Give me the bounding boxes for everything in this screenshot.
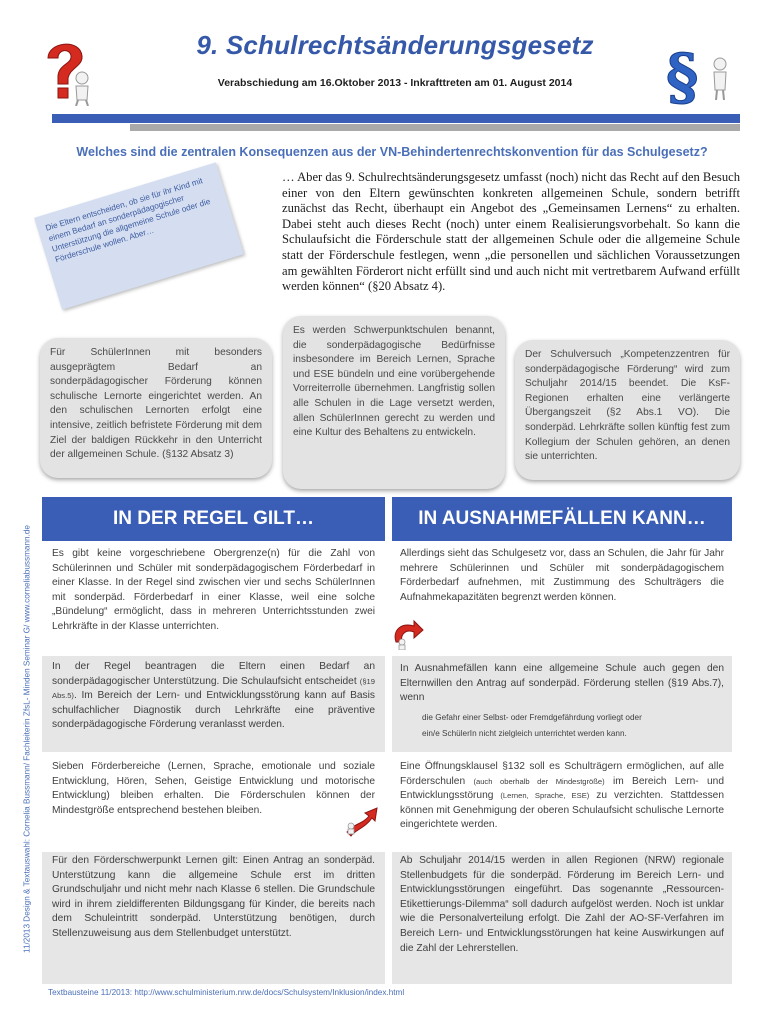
column-header-ausnahme: IN AUSNAHMEFÄLLEN KANN…: [392, 497, 732, 541]
side-credit: [18, 484, 36, 994]
ausnahme-cell-stellenbudgets: Ab Schuljahr 2014/15 werden in allen Regionen (NRW) regionale Stellenbudgets für die sonderpäd. Förderung im Bereich Lern- und Entwicklungsstörungen eingeführt. Das sogenannte „Ressourcen- Etikettierungs-Dilemma“ soll dadurch aufgelöst werden. Noch ist unklar wie die Personalverteilung erfolgt. Die Zahl der AO-SF-Verfahren im Bereich Lern- und Entwicklungsstörungen hat keine Auswirkungen auf die Zahl der Lehrerstellen.: [392, 852, 732, 984]
regel-antrag-text-a: In der Regel beantragen die Eltern einen Bedarf an sonderpädagogischer Unterstützung. Die Schulaufsicht entscheidet: [52, 661, 375, 687]
svg-text:§: §: [666, 40, 699, 106]
oeffnung-text-c: zu verzichten. Stattdessen können mit Genehmigung der oberen Schulaufsicht schulische Lernorte eingerichtete werden.: [400, 790, 725, 831]
header-divider-gray: [130, 124, 740, 131]
oeffnung-text-b: im Bereich Lern- und Entwicklungsstörung: [400, 775, 724, 802]
paragraph-figure-icon: [662, 40, 734, 106]
header-divider-blue: [52, 114, 740, 123]
regel-cell-foerderbereiche: Sieben Förderbereiche (Lernen, Sprache, emotionale und soziale Entwicklung, Hören, Sehen, Geistige Entwicklung und motorische Entwicklung) bleiben erhalten. Die Förderschulen können der Mindestgröße entsprechend bestehen bleiben.: [52, 761, 375, 816]
ausnahme-cell-kapazitaet: Allerdings sieht das Schulgesetz vor, dass an Schulen, die Jahr für Jahr mehrere Schülerinnen und Schüler mit sonderpädagogischem Förderbedarf aufnehmen, mit Zustimmung des Schulträgers die Aufnahmekapazitäten begrenzt werden können.: [400, 548, 724, 603]
ausnahme-elternwille-insets: [422, 710, 724, 742]
rotated-note: Die Eltern entscheiden, ob sie für ihr Kind mit einem Bedarf an sonderpädagogischer Unterstützung die allgemeine Schule oder die Förderschule wollen. Aber…: [34, 162, 244, 309]
regel-cell-obergrenze: Es gibt keine vorgeschriebene Obergrenze(n) für die Zahl von Schülerinnen und Schüler mit sonderpädagogischem Förderbedarf in einer Klasse. In der Regel sind zwischen vier und sechs SchülerInnen mit sonderpäd. Förderbedarf in einer Klasse, weil eine solche „Bündelung“ ermöglicht, dass in mehreren Unterrichtsstunden zwei Lehrkräfte in der Klasse unterrichten.: [52, 548, 375, 632]
inset-line-2: ein/e SchülerIn nicht zielgleich unterrichtet werden kann.: [422, 728, 627, 738]
question-mark-figure-icon: [40, 36, 96, 106]
column-header-regel: IN DER REGEL GILT…: [42, 497, 385, 541]
footer-source: Textbausteine 11/2013: http://www.schulministerium.nrw.de/docs/Schulsystem/Inklusion/index.html: [48, 988, 405, 997]
side-credit-text: 11/2013 Design & Textauswahl: Cornelia Bussmann/ Fachleiterin ZfsL- Minden Seminar G/ www.corneliabussmann.de: [22, 525, 32, 953]
intro-paragraph: … Aber das 9. Schulrechtsänderungsgesetz umfasst (noch) nicht das Recht auf den Besuch einer von den Eltern gewünschten konkreten allgemeinen Schule, sondern betrifft zunächst das Recht, überhaupt ein Angebot des „Gemeinsamen Lernens“ zu erhalten. Dabei steht auch dieses Recht (noch) unter einem Realisierungsvorbehalt. So kann die Schulaufsicht die Förderschule statt der allgemeinen Schule oder die allgemeine Schule statt der Förderschule festlegen, wenn „die personellen und sächlichen Voraussetzungen am gewählten Förderort nicht erfüllt sind und auch nicht mit vertretbarem Aufwand erfüllt werden können“ (§20 Absatz 4).: [282, 170, 740, 294]
page-subtitle: Verabschiedung am 16.Oktober 2013 - Inkrafttreten am 01. August 2014: [217, 77, 573, 89]
oeffnung-small-1: (auch oberhalb der Mindestgröße): [473, 776, 605, 786]
ausnahme-cell-oeffnungsklausel: [392, 758, 732, 846]
regel-antrag-ref: (§19 Abs.5): [52, 676, 375, 701]
section-question: Welches sind die zentralen Konsequenzen aus der VN-Behindertenrechtskonvention für das Schulgesetz?: [76, 145, 708, 159]
oeffnung-text-a: Eine Öffnungsklausel §132 soll es Schulträgern ermöglichen, auf alle Förderschulen: [400, 761, 724, 787]
info-bubble-kompetenzzentren: Der Schulversuch „Kompetenzzentren für sonderpädagogische Förderung“ wird zum Schuljahr 2014/15 beendet. Die KsF- Regionen erhalten eine verlängerte Übergangszeit (§2 Abs.1 VO). Die sonderpäd. Lehrkräfte sollen künftig fest zum Kollegium der Schulen gehören, an denen sie unterrichten.: [515, 340, 740, 480]
oeffnung-small-2: (Lernen, Sprache, ESE): [500, 791, 590, 801]
regel-antrag-text-b: . Im Bereich der Lern- und Entwicklungsstörung kann auf Basis schulfachlicher Diagnostik durch Lehrkräfte eine präventive sonderpädagogische Förderung veranlasst werden.: [52, 690, 375, 731]
info-bubble-schwerpunktschulen: Es werden Schwerpunktschulen benannt, die sonderpädagogische Bedürfnisse insbesondere im Bereich Lernen, Sprache und ESE bündeln und eine vorübergehende Vorreiterrolle übernehmen. Langfristig sollen alle Schulen in die Lage versetzt werden, allen SchülerInnen gerecht zu werden und eine Kultur des Behaltens zu entwickeln.: [283, 316, 505, 489]
info-bubble-lernorte: Für SchülerInnen mit besonders ausgeprägtem Bedarf an sonderpädagogischer Förderung können schulische Lernorte eingerichtet werden. An den schulischen Lernorten erfolgt eine intensive, zeitlich befristete Förderung mit dem Ziel der baldigen Rückkehr in den Unterricht der allgemeinen Schule. (§132 Absatz 3): [40, 338, 272, 478]
regel-cell-antrag: [42, 656, 385, 752]
regel-cell-lernen: Für den Förderschwerpunkt Lernen gilt: Einen Antrag an sonderpäd. Unterstützung kann die allgemeine Schule erst im dritten Grundschuljahr und nicht mehr nach Klasse 6 stellen. Die Grundschule wird in ihrem zieldifferenten Bildungsgang für Kinder, die bereits nach dem Schuleintritt sonderpäd. Unterstützung benötigen, durch Stellenzuweisung aus dem Stellenbudget unterstützt.: [42, 852, 385, 984]
curved-arrow-figure-icon-2: [343, 804, 379, 838]
inset-line-1: die Gefahr einer Selbst- oder Fremdgefährdung vorliegt oder: [422, 712, 642, 722]
page-title: 9. Schulrechtsänderungsgesetz: [196, 30, 594, 60]
ausnahme-elternwille-text: In Ausnahmefällen kann eine allgemeine Schule auch gegen den Elternwillen den Antrag auf sonderpäd. Förderung stellen (§19 Abs.7), wenn: [400, 663, 724, 704]
ausnahme-cell-elternwille: [392, 656, 732, 752]
curved-arrow-figure-icon: [390, 618, 426, 650]
